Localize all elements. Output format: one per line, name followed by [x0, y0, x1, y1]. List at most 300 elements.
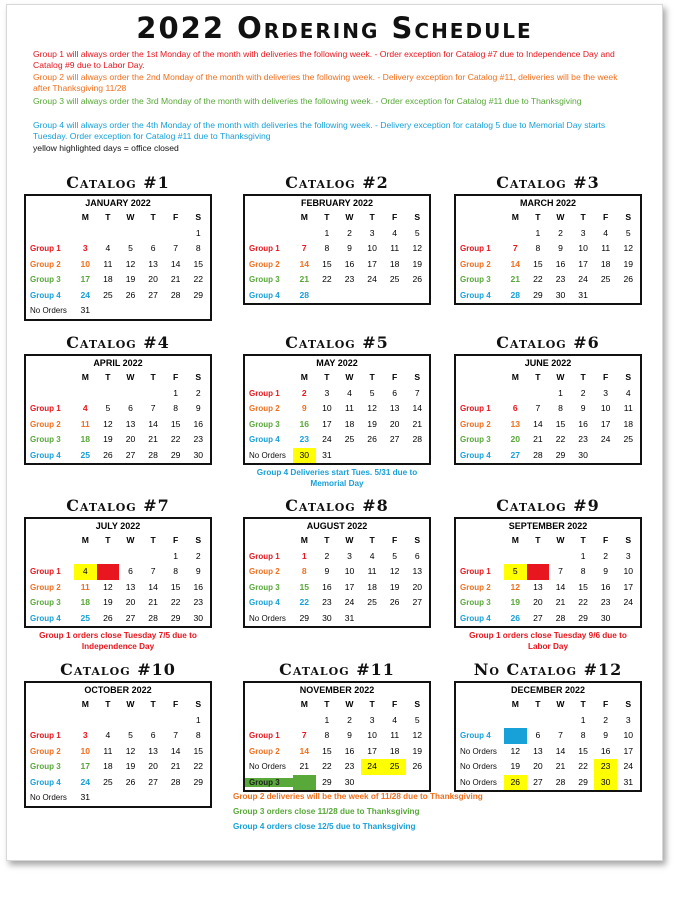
- day-cell: 29: [578, 776, 588, 787]
- day-cell: 20: [125, 597, 136, 607]
- day-cell: 19: [367, 418, 377, 429]
- day-cell: [97, 226, 120, 242]
- day-cell: 7: [558, 730, 563, 740]
- weekday-label: F: [173, 699, 179, 709]
- day-cell: 29: [299, 612, 310, 623]
- day-cell: 8: [580, 730, 586, 740]
- day-cell: 22: [578, 597, 588, 607]
- day-cell: 11: [345, 403, 354, 413]
- week-row: [245, 611, 429, 627]
- group-label: Group 1: [249, 551, 280, 561]
- day-cell: [594, 448, 617, 464]
- day-cell: 27: [148, 776, 158, 787]
- week-row: [245, 432, 429, 448]
- weekday-label: T: [324, 535, 330, 545]
- weekday-label: M: [300, 699, 308, 709]
- week-row: [456, 611, 640, 627]
- day-cell: 18: [389, 258, 400, 269]
- week-row: [245, 759, 429, 775]
- weekday-label: F: [173, 372, 179, 382]
- weekday-label: M: [81, 212, 89, 222]
- weekday-label: F: [173, 535, 179, 545]
- group-label: Group 3: [460, 598, 491, 608]
- page-title: 2022 Ordering Schedule: [136, 11, 533, 45]
- week-row: [456, 713, 640, 729]
- footnote: Group 2 deliveries will be the week of 11/28 due to Thanksgiving Group 3 orders close 11/28 due to Thanksgiving Group 4 orders close 12/5 due to Thanksgiving: [233, 792, 483, 831]
- group-label: No Orders: [249, 762, 286, 772]
- day-cell: 11: [103, 258, 113, 269]
- day-cell: 31: [344, 612, 355, 623]
- day-cell: 24: [623, 597, 634, 607]
- day-cell: 29: [578, 612, 588, 623]
- group-label: Group 2: [30, 582, 61, 592]
- week-row: [26, 257, 210, 273]
- day-cell: 5: [625, 227, 631, 238]
- day-cell: [594, 288, 617, 304]
- group-label: Group 3: [30, 762, 61, 772]
- day-cell: [361, 448, 384, 464]
- note-3: Group 3 will always order the 3rd Monday of the month with deliveries the following week. - Order exception for Catalog #11 due to Thanksgiving: [33, 96, 582, 106]
- day-cell: 25: [80, 449, 91, 460]
- day-cell: [504, 713, 527, 729]
- day-cell: 14: [533, 418, 543, 429]
- weekday-label: S: [625, 372, 632, 382]
- day-cell: 29: [170, 612, 181, 623]
- group-label: Group 2: [249, 746, 280, 756]
- day-cell: 29: [193, 776, 204, 787]
- weekday-label: S: [195, 535, 202, 545]
- day-cell: 14: [148, 418, 158, 429]
- group-label: Group 1: [460, 244, 491, 254]
- day-cell: 9: [324, 566, 330, 576]
- weekday-label: S: [195, 699, 202, 709]
- day-cell: 15: [170, 581, 181, 592]
- weekday-label: T: [150, 699, 156, 709]
- group-label: No Orders: [30, 793, 67, 803]
- month-name: JANUARY 2022: [85, 198, 151, 208]
- day-cell: 2: [347, 227, 352, 238]
- day-cell: 9: [347, 243, 352, 253]
- group-label: No Orders: [460, 762, 497, 772]
- weekday-label: T: [150, 212, 156, 222]
- day-cell: 10: [367, 243, 377, 253]
- day-cell: 10: [367, 730, 377, 740]
- catalog-title: Catalog #5: [285, 333, 389, 352]
- schedule-sheet: [6, 4, 663, 861]
- day-cell: 27: [125, 612, 136, 623]
- week-row: [26, 728, 210, 744]
- calendar-table: [243, 681, 431, 792]
- weekday-label: W: [126, 372, 135, 382]
- day-cell: 5: [128, 243, 133, 253]
- week-row: [456, 386, 640, 402]
- calendar-table: [24, 354, 212, 465]
- day-cell: 16: [193, 418, 204, 429]
- weekday-label: T: [324, 372, 330, 382]
- week-row: [456, 580, 640, 596]
- day-cell: [97, 386, 120, 402]
- weekday-label: T: [105, 212, 111, 222]
- day-cell: [293, 226, 316, 242]
- month-name: JUNE 2022: [524, 358, 572, 368]
- weekday-label: W: [556, 699, 565, 709]
- day-cell: 17: [578, 258, 588, 269]
- weekday-label: T: [105, 372, 111, 382]
- day-cell: 27: [125, 449, 136, 460]
- weekday-label: T: [535, 699, 541, 709]
- day-cell: 14: [299, 258, 310, 269]
- day-cell: [527, 386, 550, 402]
- weekday-header: [456, 370, 640, 386]
- weekday-label: T: [535, 372, 541, 382]
- day-cell: 30: [594, 775, 617, 791]
- weekday-header: [245, 370, 429, 386]
- day-cell: 1: [173, 387, 179, 398]
- day-cell: 28: [555, 612, 566, 623]
- day-cell: 11: [367, 566, 377, 576]
- group-label: Group 3: [30, 598, 61, 608]
- day-cell: 23: [299, 434, 310, 444]
- day-cell: 10: [344, 566, 355, 576]
- weekday-label: S: [414, 535, 421, 545]
- day-cell: 16: [193, 581, 204, 592]
- day-cell: 14: [555, 581, 566, 592]
- day-cell: 31: [578, 289, 588, 300]
- catalog-title: Catalog #9: [496, 496, 600, 515]
- day-cell: 12: [367, 403, 377, 413]
- day-cell: [97, 713, 120, 729]
- weekday-label: M: [300, 535, 308, 545]
- group-label: Group 3: [249, 275, 280, 285]
- day-cell: 3: [580, 227, 586, 238]
- day-cell: [406, 288, 429, 304]
- month-name: MARCH 2022: [519, 198, 577, 208]
- group-label: Group 1: [30, 404, 61, 414]
- weekday-label: T: [369, 535, 375, 545]
- day-cell: 8: [195, 730, 201, 740]
- catalog-title: Catalog #7: [66, 496, 170, 515]
- day-cell: 12: [412, 730, 423, 740]
- day-cell: [383, 611, 406, 627]
- day-cell: 19: [510, 761, 521, 771]
- week-row: [245, 386, 429, 402]
- week-row: [26, 272, 210, 288]
- week-row: [245, 417, 429, 433]
- group-label: Group 3: [30, 275, 61, 285]
- day-cell: 19: [623, 258, 634, 269]
- group-label: Group 2: [249, 404, 280, 414]
- week-row: [26, 241, 210, 257]
- calendar-table: [454, 681, 642, 792]
- day-cell: 23: [600, 597, 611, 607]
- day-cell: 28: [299, 289, 310, 300]
- day-cell: 26: [103, 449, 113, 460]
- day-cell: 15: [578, 745, 588, 756]
- group-label: Group 1: [460, 404, 491, 414]
- day-cell: 13: [148, 258, 158, 269]
- day-cell: 8: [580, 566, 586, 576]
- weekday-label: F: [603, 699, 609, 709]
- day-cell: 18: [389, 745, 400, 756]
- day-cell: 10: [600, 403, 611, 413]
- week-row: [456, 759, 640, 775]
- day-cell: 1: [535, 227, 541, 238]
- day-cell: 26: [125, 289, 136, 300]
- day-cell: 7: [150, 566, 156, 576]
- week-row: [26, 549, 210, 565]
- day-cell: [361, 775, 384, 791]
- day-cell: 20: [533, 761, 543, 771]
- week-row: [26, 386, 210, 402]
- day-cell: 13: [412, 566, 423, 576]
- day-cell: 13: [510, 418, 521, 429]
- day-cell: 13: [125, 581, 136, 592]
- day-cell: 23: [594, 759, 617, 775]
- day-cell: 25: [383, 759, 406, 775]
- weekday-label: T: [580, 699, 586, 709]
- day-cell: 16: [344, 258, 355, 269]
- weekday-label: M: [81, 535, 89, 545]
- footnote: Group 4 Deliveries start Tues. 5/31 due to Memorial Day: [256, 468, 418, 488]
- day-cell: 23: [578, 434, 588, 444]
- week-row: [456, 549, 640, 565]
- catalog-title: Catalog #11: [279, 660, 395, 679]
- day-cell: 4: [105, 730, 111, 740]
- day-cell: 12: [103, 418, 113, 429]
- group-label: Group 4: [30, 777, 61, 787]
- week-row: [26, 226, 210, 242]
- day-cell: 1: [324, 227, 330, 238]
- day-cell: 26: [623, 274, 634, 284]
- weekday-label: M: [81, 699, 89, 709]
- day-cell: [361, 611, 384, 627]
- day-cell: 6: [150, 243, 156, 253]
- day-cell: 2: [195, 387, 201, 398]
- day-cell: 17: [623, 581, 634, 592]
- day-cell: 8: [324, 730, 330, 740]
- group-label: Group 2: [30, 259, 61, 269]
- day-cell: 21: [510, 274, 521, 284]
- day-cell: 9: [580, 403, 586, 413]
- day-cell: [74, 713, 97, 729]
- day-cell: 21: [148, 597, 158, 607]
- weekday-header: [26, 210, 210, 226]
- day-cell: 28: [148, 612, 158, 623]
- day-cell: 3: [625, 714, 631, 725]
- day-cell: 10: [623, 566, 634, 576]
- week-row: [245, 401, 429, 417]
- day-cell: 7: [173, 243, 179, 253]
- day-cell: 3: [347, 550, 352, 561]
- day-cell: 10: [623, 730, 634, 740]
- week-row: [26, 417, 210, 433]
- group-label: Group 3: [460, 275, 491, 285]
- group-label: Group 2: [249, 259, 280, 269]
- group-label: Group 1: [249, 731, 280, 741]
- day-cell: 2: [603, 550, 609, 561]
- day-cell: 15: [555, 418, 566, 429]
- week-row: [26, 401, 210, 417]
- weekday-label: T: [369, 372, 375, 382]
- day-cell: 4: [392, 227, 398, 238]
- day-cell: 22: [193, 274, 204, 284]
- weekday-header: [456, 533, 640, 549]
- day-cell: 7: [173, 730, 179, 740]
- catalog-title: Catalog #6: [496, 333, 600, 352]
- day-cell: 17: [322, 418, 332, 429]
- weekday-label: T: [324, 212, 330, 222]
- week-row: [456, 257, 640, 273]
- week-row: [456, 241, 640, 257]
- day-cell: 18: [80, 434, 91, 444]
- week-row: [245, 564, 429, 580]
- week-row: [245, 226, 429, 242]
- group-label: Group 4: [460, 731, 491, 741]
- day-cell: 9: [301, 403, 307, 413]
- day-cell: [97, 790, 120, 806]
- day-cell: [187, 790, 210, 806]
- day-cell: [164, 303, 187, 319]
- day-cell: 5: [414, 227, 420, 238]
- day-cell: 30: [578, 449, 588, 460]
- day-cell: 27: [148, 289, 158, 300]
- note-2: Group 2 will always order the 2nd Monday of the month with deliveries the following week. - Delivery exception for Catalog #11, deliveries will be the week after Thanksgiving 11/28: [33, 72, 618, 93]
- week-row: [456, 272, 640, 288]
- day-cell: [338, 448, 361, 464]
- day-cell: 17: [80, 274, 91, 284]
- calendar-table: [243, 354, 431, 465]
- day-cell: 1: [195, 227, 201, 238]
- week-row: [26, 744, 210, 760]
- weekday-label: W: [345, 372, 354, 382]
- group-label: Group 4: [249, 290, 280, 300]
- day-cell: 8: [324, 243, 330, 253]
- day-cell: 4: [603, 227, 609, 238]
- weekday-label: M: [81, 372, 89, 382]
- day-cell: 29: [555, 449, 566, 460]
- day-cell: 4: [625, 387, 631, 398]
- weekday-label: W: [556, 535, 565, 545]
- day-cell: 24: [578, 274, 588, 284]
- day-cell: 11: [103, 745, 113, 756]
- weekday-label: S: [414, 699, 421, 709]
- month-name: FEBRUARY 2022: [300, 198, 374, 208]
- week-row: [456, 775, 640, 791]
- catalog-title: No Catalog #12: [473, 660, 623, 679]
- week-row: [456, 728, 640, 744]
- week-row: [26, 775, 210, 791]
- weekday-label: T: [150, 372, 156, 382]
- month-name: NOVEMBER 2022: [299, 685, 375, 695]
- day-cell: 2: [558, 227, 563, 238]
- day-cell: 1: [558, 387, 563, 398]
- weekday-label: M: [300, 212, 308, 222]
- day-cell: 11: [390, 730, 400, 740]
- day-cell: 2: [301, 387, 307, 398]
- day-cell: [164, 790, 187, 806]
- month-name: SEPTEMBER 2022: [508, 521, 588, 531]
- footnote: Group 1 orders close Tuesday 9/6 due to Labor Day: [469, 631, 627, 651]
- day-cell: 27: [533, 776, 543, 787]
- day-cell: 22: [193, 761, 204, 771]
- day-cell: 30: [555, 289, 566, 300]
- week-row: [456, 564, 640, 580]
- weekday-label: F: [392, 212, 398, 222]
- day-cell: 19: [510, 597, 521, 607]
- day-cell: 31: [623, 776, 634, 787]
- week-row: [245, 713, 429, 729]
- group-label: Group 2: [249, 567, 280, 577]
- week-row: [26, 713, 210, 729]
- day-cell: 30: [193, 612, 204, 623]
- day-cell: 19: [103, 597, 113, 607]
- day-cell: 28: [170, 289, 181, 300]
- day-cell: 18: [367, 581, 377, 592]
- weekday-label: W: [556, 212, 565, 222]
- day-cell: [119, 713, 142, 729]
- group-label: Group 2: [460, 582, 491, 592]
- day-cell: 4: [392, 714, 398, 725]
- calendar-table: [454, 354, 642, 465]
- week-row: [26, 595, 210, 611]
- day-cell: 12: [389, 566, 400, 576]
- day-cell: 6: [414, 550, 420, 561]
- week-row: [456, 288, 640, 304]
- day-cell: [406, 611, 429, 627]
- day-cell: 12: [125, 258, 136, 269]
- day-cell: 16: [600, 745, 611, 756]
- day-cell: 22: [533, 274, 543, 284]
- weekday-label: W: [345, 212, 354, 222]
- day-cell: 3: [82, 243, 88, 253]
- day-cell: 19: [125, 274, 136, 284]
- day-cell: 15: [578, 581, 588, 592]
- day-cell: [549, 713, 572, 729]
- day-cell: 5: [392, 550, 398, 561]
- day-cell: 9: [347, 730, 352, 740]
- day-cell: [164, 226, 187, 242]
- week-row: [245, 595, 429, 611]
- day-cell: 7: [414, 387, 420, 398]
- day-cell: 10: [578, 243, 588, 253]
- note-1: Group 1 will always order the 1st Monday of the month with deliveries the following week. - Order exception for Catalog #7 due to Independence Day and Catalog #9 due to Labor Day.: [33, 49, 615, 70]
- day-cell: 15: [170, 418, 181, 429]
- catalog-title: Catalog #10: [60, 660, 176, 679]
- day-cell: 3: [625, 550, 631, 561]
- day-cell: 8: [173, 403, 179, 413]
- day-cell: 6: [128, 566, 133, 576]
- weekday-label: T: [369, 212, 375, 222]
- month-name: DECEMBER 2022: [510, 685, 586, 695]
- day-cell: 22: [578, 761, 588, 771]
- catalog-title: Catalog #4: [66, 333, 170, 352]
- day-cell: 13: [533, 745, 543, 756]
- weekday-label: S: [625, 699, 632, 709]
- day-cell: 30: [293, 448, 316, 464]
- calendar-table: [454, 194, 642, 305]
- day-cell: 24: [344, 597, 355, 607]
- day-cell: [74, 226, 97, 242]
- weekday-label: W: [345, 535, 354, 545]
- day-cell: 26: [412, 761, 423, 771]
- day-cell: 24: [623, 761, 634, 771]
- month-name: JULY 2022: [95, 521, 141, 531]
- day-cell: [142, 303, 165, 319]
- week-row: [456, 417, 640, 433]
- day-cell: 8: [301, 566, 307, 576]
- weekday-header: [456, 697, 640, 713]
- day-cell: 16: [322, 581, 332, 592]
